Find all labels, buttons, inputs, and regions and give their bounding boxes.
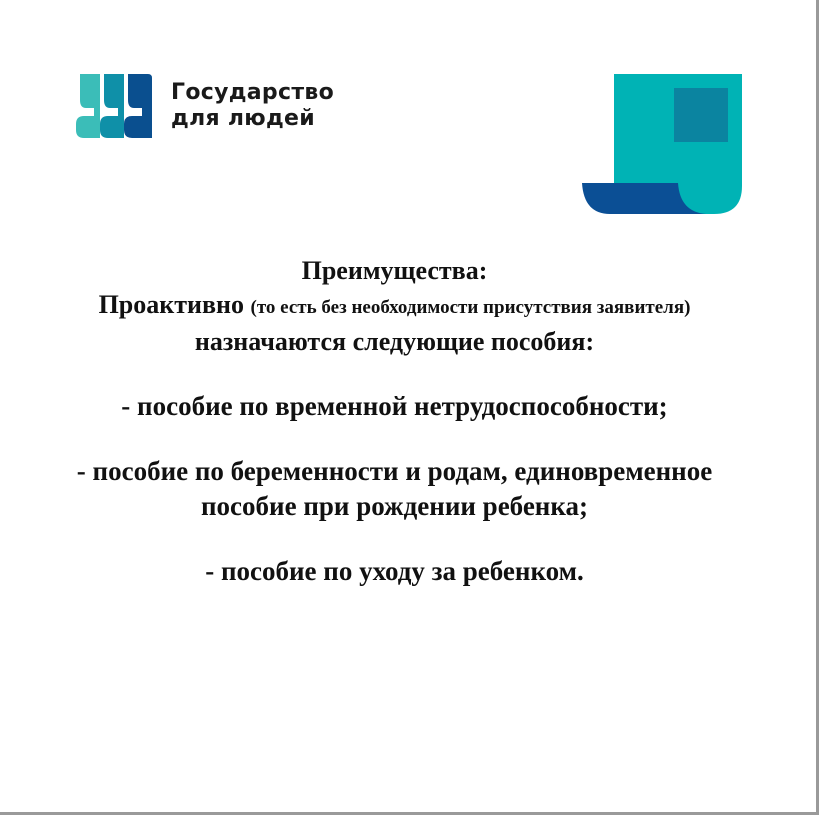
main-text bbox=[0, 254, 789, 589]
benefit-item: - пособие по временной нетрудоспособности; bbox=[121, 391, 668, 421]
intro-line bbox=[0, 288, 789, 325]
logo-text bbox=[171, 80, 334, 132]
logo-line-1: Государство bbox=[171, 80, 335, 105]
document-icon bbox=[582, 74, 744, 221]
benefit-item-continued: пособие при рождении ребенка; bbox=[200, 491, 589, 521]
benefit-item: - пособие по уходу за ребенком. bbox=[205, 556, 584, 586]
intro-bold: Проактивно bbox=[98, 290, 244, 319]
intro-rest: назначаются следующие пособия: bbox=[194, 327, 595, 356]
heading: Преимущества: bbox=[301, 256, 488, 285]
logo-line-2: для людей bbox=[171, 106, 315, 131]
intro-note: (то есть без необходимости присутствия заявителя) bbox=[250, 297, 691, 318]
state-logo-icon bbox=[76, 74, 152, 143]
benefit-item: - пособие по беременности и родам, единовременное bbox=[76, 456, 713, 486]
